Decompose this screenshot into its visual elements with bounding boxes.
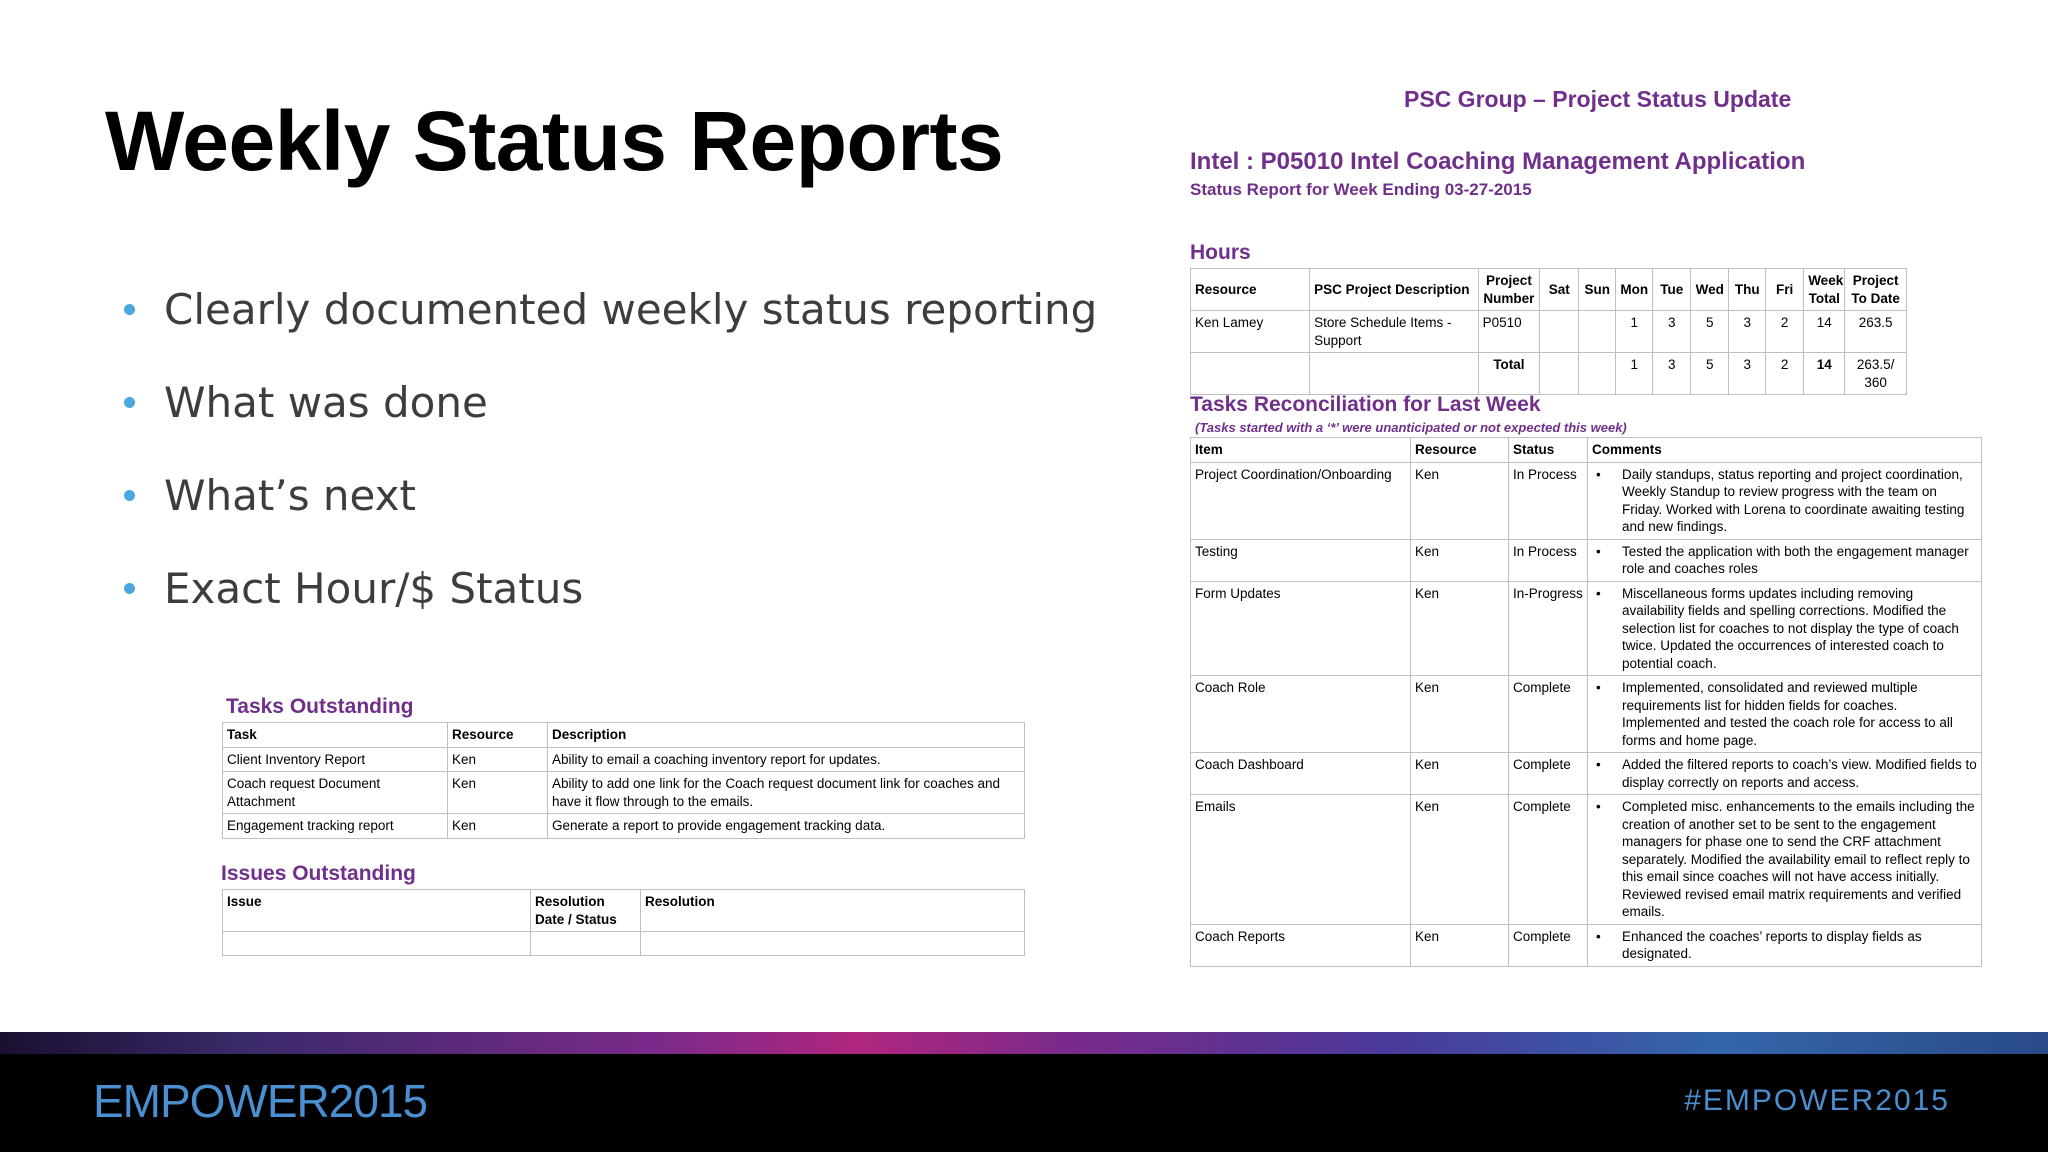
reconciliation-table: [1190, 437, 1982, 967]
bullet-item: What was done: [120, 373, 1097, 466]
tasks-header-row: Task Resource Description: [223, 723, 1025, 748]
reconciliation-note: (Tasks started with a ‘*’ were unanticipated or not expected this week): [1195, 420, 1627, 435]
tasks-outstanding-table: [222, 722, 1025, 839]
footer: [0, 1054, 2048, 1152]
hours-row: Ken Lamey Store Schedule Items - Support P0510 1 3 5 3 2 14 263.5: [1191, 311, 1907, 353]
bullet-dot-icon: [124, 583, 135, 594]
bullet-dot-icon: [124, 304, 135, 315]
table-row: Coach Role Ken Complete • Implemented, consolidated and reviewed multiple requirements list for hidden fields for coaches. Implemented and tested the coach role for access to all forms and home page.: [1191, 676, 1982, 753]
bullet-icon: •: [1596, 543, 1601, 559]
report-group-title: PSC Group – Project Status Update: [1404, 86, 1792, 112]
reconciliation-heading: Tasks Reconciliation for Last Week: [1190, 393, 1541, 416]
hours-total-row: Total 1 3 5 3 2 14 263.5/ 360: [1191, 353, 1907, 395]
footer-hashtag: #EMPOWER2015: [1684, 1084, 1950, 1117]
bullet-icon: •: [1596, 928, 1601, 944]
table-row: Form Updates Ken In-Progress • Miscellaneous forms updates including removing availability fields and spelling corrections. Modified the selection list for coaches to not display the type of coach twice. Updated the occurrences of interested coach to potential coach.: [1191, 581, 1982, 676]
hours-header-row: Resource PSC Project Description Project Number Sat Sun Mon Tue Wed Thu Fri Week Total Project To Date: [1191, 269, 1907, 311]
bullet-icon: •: [1596, 680, 1601, 695]
bullet-icon: •: [1596, 799, 1601, 814]
footer-gradient-band: [0, 1032, 2048, 1054]
table-row: Engagement tracking report Ken Generate a report to provide engagement tracking data.: [223, 814, 1025, 839]
bullet-item: Exact Hour/$ Status: [120, 559, 1097, 652]
issues-outstanding-table: [222, 889, 1025, 956]
slide-title: Weekly Status Reports: [105, 94, 1004, 188]
bullet-item: Clearly documented weekly status reporting: [120, 280, 1097, 373]
table-row: Coach Dashboard Ken Complete • Added the filtered reports to coach’s view. Modified fields to display correctly on reports and access.: [1191, 753, 1982, 795]
footer-brand-logo: EMPOWER2015: [93, 1075, 428, 1127]
tasks-outstanding-heading: Tasks Outstanding: [226, 695, 414, 718]
hours-heading: Hours: [1190, 241, 1251, 264]
bullet-list: [120, 280, 1097, 652]
bullet-icon: •: [1596, 466, 1601, 482]
bullet-item: What’s next: [120, 466, 1097, 559]
table-row: Client Inventory Report Ken Ability to email a coaching inventory report for updates.: [223, 747, 1025, 772]
bullet-icon: •: [1596, 585, 1601, 601]
table-row: Emails Ken Complete • Completed misc. enhancements to the emails including the creation of another set to be sent to the engagement managers for phase one to send the CRF attachment separately. Modified the availability email to reflect reply to this email since coaches will not have access initially. Reviewed revised email matrix requirements and verified emails.: [1191, 795, 1982, 925]
issues-header-row: Issue Resolution Date / Status Resolution: [223, 890, 1025, 932]
bullet-dot-icon: [124, 490, 135, 501]
bullet-icon: •: [1596, 757, 1601, 772]
table-row: [223, 932, 1025, 956]
table-row: Coach request Document Attachment Ken Ability to add one link for the Coach request document link for coaches and have it flow through to the emails.: [223, 772, 1025, 814]
table-row: Testing Ken In Process • Tested the application with both the engagement manager role and coaches roles: [1191, 539, 1982, 581]
reconciliation-header-row: Item Resource Status Comments: [1191, 438, 1982, 463]
table-row: Project Coordination/Onboarding Ken In Process • Daily standups, status reporting and project coordination, Weekly Standup to review progress with the team on Friday. Worked with Lorena to coordinate awaiting testing and new findings.: [1191, 462, 1982, 539]
report-subtitle: Status Report for Week Ending 03-27-2015: [1190, 180, 1532, 199]
hours-table: [1190, 268, 1907, 395]
issues-outstanding-heading: Issues Outstanding: [221, 862, 416, 885]
bullet-dot-icon: [124, 397, 135, 408]
table-row: Coach Reports Ken Complete • Enhanced the coaches’ reports to display fields as designated.: [1191, 924, 1982, 966]
report-project-title: Intel : P05010 Intel Coaching Management Application: [1190, 148, 1806, 175]
